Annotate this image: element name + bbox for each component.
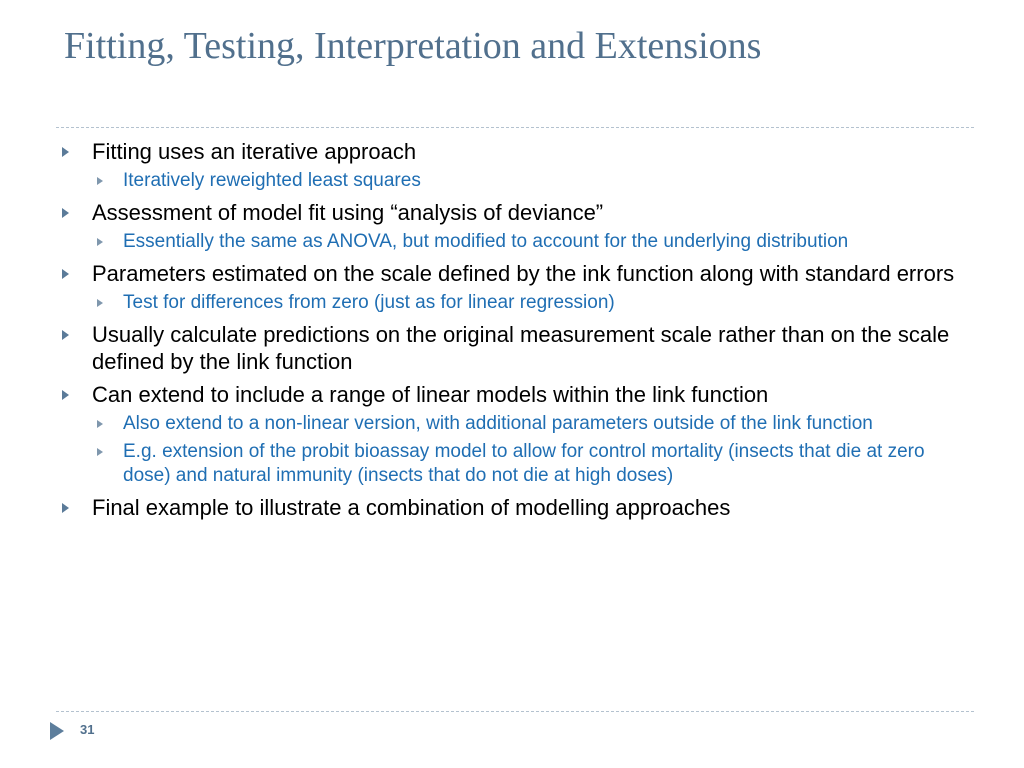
- sub-bullet-text: Also extend to a non-linear version, with additional parameters outside of the link function: [123, 413, 873, 434]
- sub-bullet-list: [92, 230, 970, 254]
- bullet-item: [60, 199, 970, 254]
- bullet-text: Can extend to include a range of linear models within the link function: [92, 382, 769, 407]
- sub-bullet-item: [92, 169, 970, 193]
- bullet-list: [60, 138, 970, 521]
- bullet-text: Assessment of model fit using “analysis of deviance”: [92, 200, 604, 225]
- sub-bullet-arrow-icon: [97, 177, 103, 185]
- page-number: 31: [80, 722, 95, 737]
- bullet-arrow-icon: [62, 390, 69, 400]
- bullet-arrow-icon: [62, 269, 69, 279]
- sub-bullet-arrow-icon: [97, 238, 103, 246]
- sub-bullet-item: [92, 440, 970, 488]
- bullet-arrow-icon: [62, 330, 69, 340]
- sub-bullet-arrow-icon: [97, 448, 103, 456]
- sub-bullet-text: Test for differences from zero (just as for linear regression): [123, 292, 615, 313]
- bullet-item: [60, 260, 970, 315]
- sub-bullet-arrow-icon: [97, 299, 103, 307]
- slide-content: [60, 138, 970, 521]
- bullet-text: Usually calculate predictions on the original measurement scale rather than on the scale defined by the link function: [92, 322, 950, 374]
- slide-title: Fitting, Testing, Interpretation and Extensions: [64, 25, 762, 67]
- footer-arrow-icon: [50, 722, 64, 740]
- sub-bullet-list: [92, 412, 970, 488]
- bullet-item: [60, 494, 970, 521]
- bullet-item: [60, 321, 970, 375]
- bullet-arrow-icon: [62, 208, 69, 218]
- bullet-text: Parameters estimated on the scale defined by the ink function along with standard errors: [92, 261, 955, 286]
- title-divider: [56, 127, 974, 128]
- sub-bullet-text: Iteratively reweighted least squares: [123, 170, 421, 191]
- bullet-arrow-icon: [62, 503, 69, 513]
- bullet-text: Final example to illustrate a combination of modelling approaches: [92, 495, 731, 520]
- footer-divider: [56, 711, 974, 712]
- sub-bullet-text: E.g. extension of the probit bioassay model to allow for control mortality (insects that die at zero dose) and natural immunity (insects that do not die at high doses): [123, 441, 925, 486]
- bullet-item: [60, 138, 970, 193]
- sub-bullet-arrow-icon: [97, 420, 103, 428]
- bullet-item: [60, 381, 970, 488]
- sub-bullet-item: [92, 412, 970, 436]
- sub-bullet-list: [92, 169, 970, 193]
- sub-bullet-item: [92, 291, 970, 315]
- sub-bullet-item: [92, 230, 970, 254]
- sub-bullet-text: Essentially the same as ANOVA, but modified to account for the underlying distribution: [123, 231, 849, 252]
- bullet-text: Fitting uses an iterative approach: [92, 139, 417, 164]
- sub-bullet-list: [92, 291, 970, 315]
- bullet-arrow-icon: [62, 147, 69, 157]
